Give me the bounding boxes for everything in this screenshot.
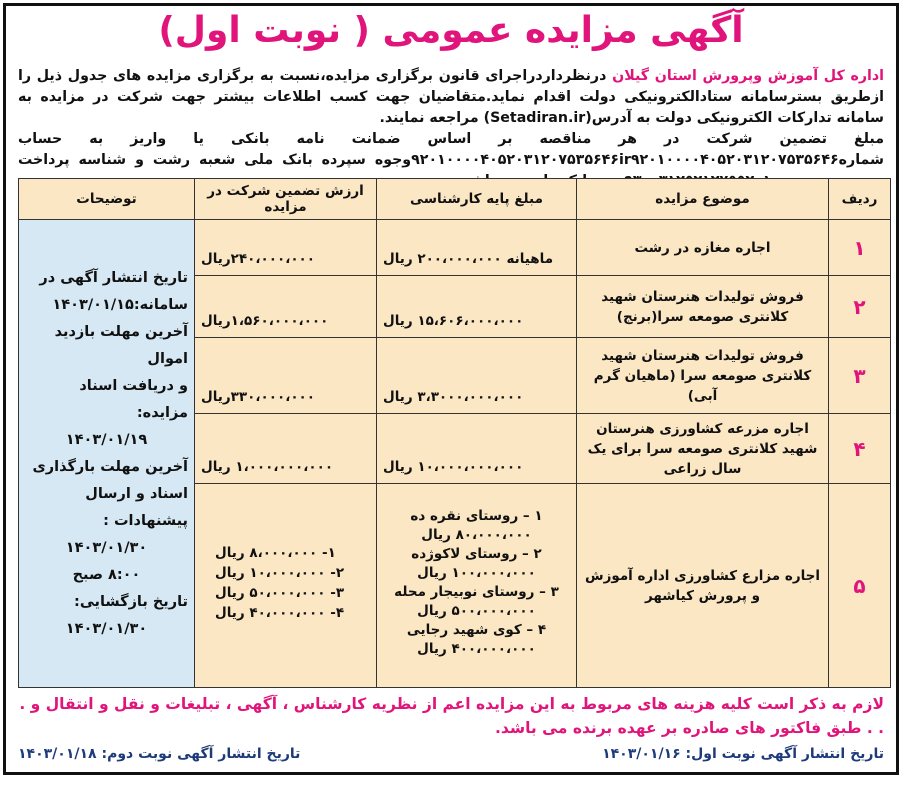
row-number: ۲ [829, 276, 891, 338]
organization-name: اداره کل آموزش وپرورش استان گیلان [612, 68, 885, 84]
second-publication-date: تاریخ انتشار آگهی نوبت دوم: ۱۴۰۳/۰۱/۱۸ [18, 746, 301, 762]
row-subject: فروش تولیدات هنرستان شهید کلانتری صومعه سرا (ماهیان گرم آبی) [577, 338, 829, 414]
row-base-price [377, 484, 577, 688]
price-line: ۴۰۰،۰۰۰،۰۰۰ ریال [417, 640, 536, 657]
header-bond: ارزش تضمین شرکت در مزایده [195, 179, 377, 220]
row-subject: اجاره مزرعه کشاورزی هنرستان شهید کلانتری صومعه سرا برای یک سال زراعی [577, 414, 829, 484]
bond-line: ۱- ۸،۰۰۰،۰۰۰ ریال [215, 544, 336, 561]
row-subject: اجاره مغازه در رشت [577, 220, 829, 276]
bond-line: ۴- ۴۰،۰۰۰،۰۰۰ ریال [215, 604, 345, 621]
notes-line: ۱۴۰۳/۰۱/۱۹ [65, 431, 148, 448]
row-bond: ۱،۵۶۰،۰۰۰،۰۰۰ریال [195, 276, 377, 338]
notes-line: آخرین مهلت بازدید اموال [54, 323, 188, 367]
bond-line: ۳- ۵۰،۰۰۰،۰۰۰ ریال [215, 584, 345, 601]
notes-line: تاریخ انتشار آگهی در [39, 269, 188, 286]
notes-line: آخرین مهلت بارگذاری [32, 458, 188, 475]
row-base-price: ۱۰،۰۰۰،۰۰۰،۰۰۰ ریال [377, 414, 577, 484]
row-subject: اجاره مزارع کشاورزی اداره آموزش و پرورش کیاشهر [577, 484, 829, 688]
row-number: ۱ [829, 220, 891, 276]
price-line: ۳ – روستای نوبیجار محله [394, 583, 559, 600]
price-line: ۱۰۰،۰۰۰،۰۰۰ ریال [417, 564, 536, 581]
header-notes: توضیحات [19, 179, 195, 220]
row-bond: ۳۳۰،۰۰۰،۰۰۰ریال [195, 338, 377, 414]
bond-line: ۲- ۱۰،۰۰۰،۰۰۰ ریال [215, 564, 345, 581]
row-number: ۵ [829, 484, 891, 688]
header-subject: موضوع مزایده [577, 179, 829, 220]
header-row-number: ردیف [829, 179, 891, 220]
intro-text [18, 66, 884, 192]
row-base-price: ۱۵،۶۰۶،۰۰۰،۰۰۰ ریال [377, 276, 577, 338]
table-row [19, 220, 891, 276]
notes-line: و دریافت اسناد مزایده: [79, 377, 188, 421]
footer-dates [18, 746, 884, 762]
auction-table [18, 178, 891, 688]
price-line: ۲ – روستای لاکوژده [411, 545, 542, 562]
price-line: ۵۰۰،۰۰۰،۰۰۰ ریال [417, 602, 536, 619]
row-bond: ۲۴۰،۰۰۰،۰۰۰ریال [195, 220, 377, 276]
ad-title: آگهی مزایده عمومی ( نوبت اول) [158, 10, 744, 51]
intro-body: درنظرداردراجرای قانون برگزاری مزایده،نسبت به برگزاری مزایده های جدول ذیل را ازطریق بسترسامانه ستادالکترونیکی دولت اقدام نماید.متقاضیان جهت کسب اطلاعات بیشتر جهت شرکت در مزایده به سامانه تدارکات الکترونیکی دولت به آدرس(Setadiran.ir) مراجعه نمایند. [18, 68, 884, 126]
row-base-price: ۳،۳۰۰۰،۰۰۰،۰۰۰ ریال [377, 338, 577, 414]
header-base-price: مبلغ پایه کارشناسی [377, 179, 577, 220]
notes-line: تاریخ بازگشایی: [74, 593, 188, 610]
notes-line: اسناد و ارسال پیشنهادات : [85, 485, 188, 529]
guarantee-text: مبلغ تضمین شرکت در هر مناقصه بر اساس ضمانت نامه بانکی یا واریز به حساب شماره۹۲۰۱۰۰۰۰۴۰۵۲۰۳۱۲۰۷۵۳۵۶۴۶ir۹۲۰۱۰۰۰۰۴۰۵۲۰۳۱۲۰۷۵۳۵۶۴۶وجوه سپرده بانک ملی شعبه رشت و شناسه پرداخت [18, 131, 884, 168]
row-number: ۳ [829, 338, 891, 414]
row-subject: فروش تولیدات هنرستان شهید کلانتری صومعه سرا(برنج) [577, 276, 829, 338]
row-base-price: ماهیانه ۲۰۰،۰۰۰،۰۰۰ ریال [377, 220, 577, 276]
price-line: ۴ – کوی شهید رجایی [406, 621, 547, 638]
notes-line: سامانه:۱۴۰۳/۰۱/۱۵ [52, 296, 188, 313]
row-bond [195, 484, 377, 688]
price-line: ۸۰،۰۰۰،۰۰۰ ریال [421, 526, 532, 543]
ad-frame [3, 3, 899, 775]
footer-note: لازم به ذکر است کلیه هزینه های مربوط به این مزایده اعم از نظریه کارشناس ، آگهی ، تبلیغات و نقل و انتقال و . . . طبق فاکتور های صادره بر عهده برنده می باشد. [19, 695, 884, 737]
row-bond: ۱،۰۰۰،۰۰۰،۰۰۰ ریال [195, 414, 377, 484]
price-line: ۱ – روستای نقره ده [410, 507, 543, 524]
notes-line: ۱۴۰۳/۰۱/۳۰ [65, 539, 148, 556]
notes-line: ۸:۰۰ صبح [72, 566, 141, 583]
row-number: ۴ [829, 414, 891, 484]
notes-line: ۱۴۰۳/۰۱/۳۰ [65, 620, 148, 637]
notes-cell [19, 220, 195, 688]
table-header-row [19, 179, 891, 220]
first-publication-date: تاریخ انتشار آگهی نوبت اول: ۱۴۰۳/۰۱/۱۶ [602, 746, 884, 762]
